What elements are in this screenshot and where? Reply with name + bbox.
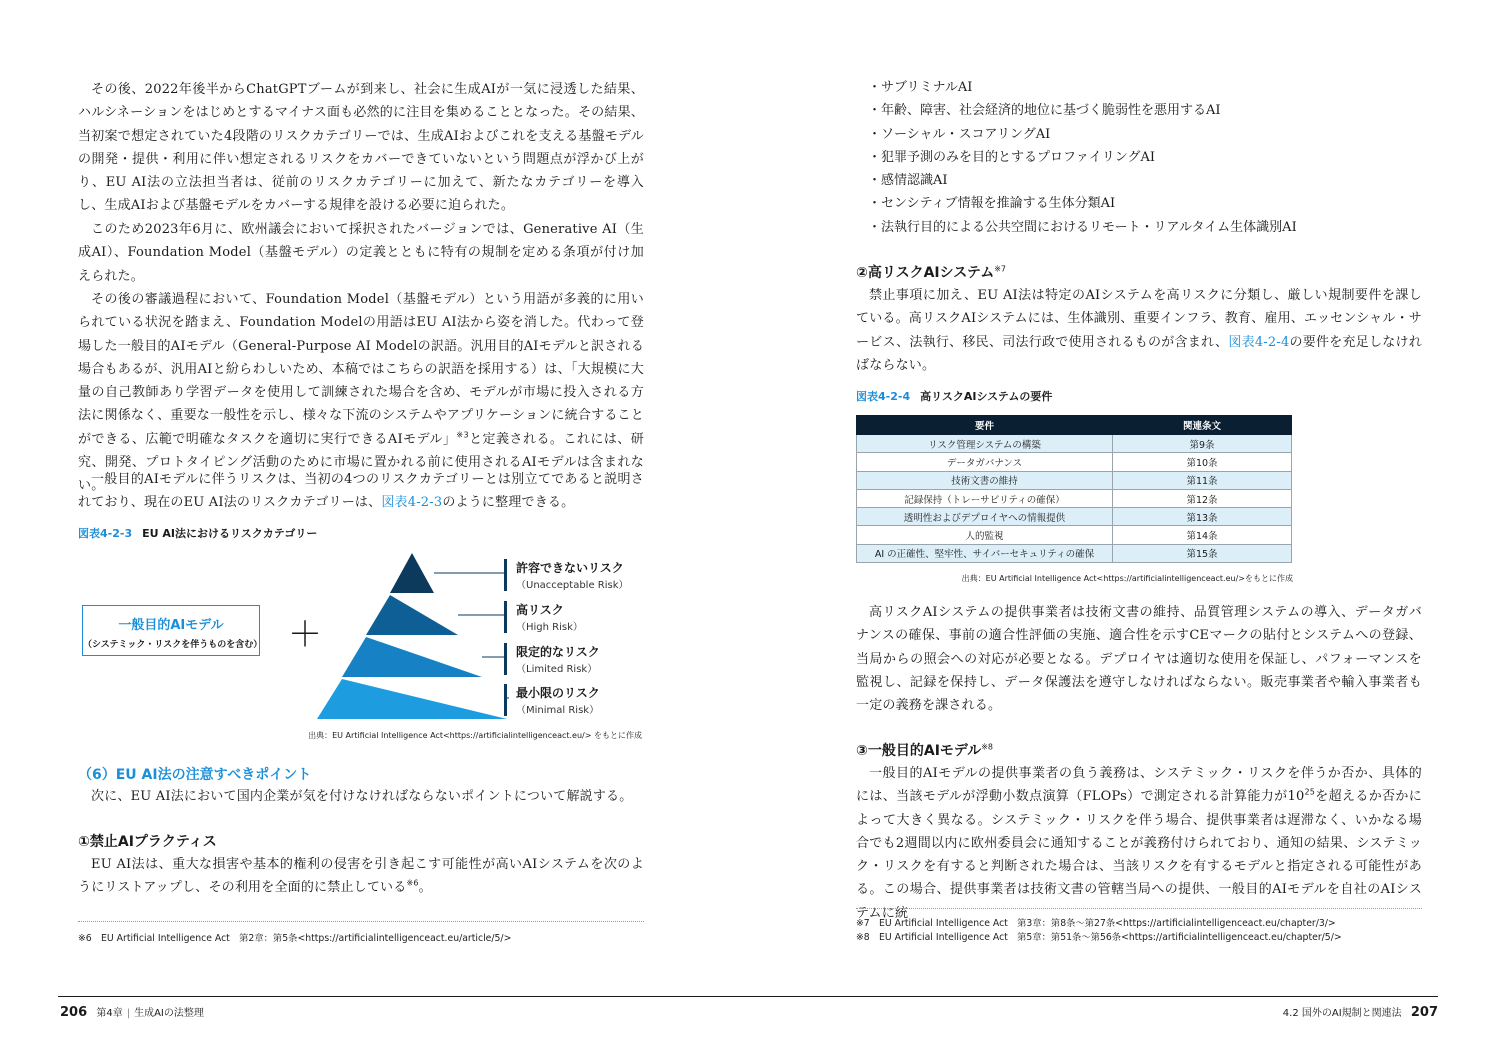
- risk-label-jp: 許容できないリスク: [516, 561, 624, 575]
- flops-exponent: 25: [1304, 787, 1316, 797]
- article-cell: 第14条: [1113, 526, 1292, 544]
- pyramid-tier-unacceptable: [390, 553, 434, 593]
- bracket-limited: [504, 643, 507, 675]
- prohibited-ai-text: EU AI法は、重大な損害や基本的権利の侵害を引き起こす可能性が高いAIシステムを次のようにリストアップし、その利用を全面的に禁止している: [78, 857, 644, 896]
- pyramid-tier-limited: [342, 637, 482, 677]
- list-item: ・感情認識AI: [868, 173, 948, 189]
- prohibited-ai-list: [868, 76, 1297, 239]
- article-cell: 第13条: [1113, 508, 1292, 526]
- bracket-high: [504, 601, 507, 633]
- prohibited-ai-heading: ①禁止AIプラクティス: [78, 834, 217, 850]
- page-number-207: 207: [1410, 1005, 1438, 1020]
- article-cell: 第10条: [1113, 453, 1292, 471]
- risk-category-text: 一般目的AIモデルに伴うリスクは、当初の4つのリスクカテゴリーとは別立てであると説明されており、現在のEU AI法のリスクカテゴリーは、: [78, 472, 644, 511]
- intro-paragraph-2: このため2023年6月に、欧州議会において採択されたバージョンでは、Generative AI（生成AI）、Foundation Model（基盤モデル）の定義とともに特有の規制を定める条項が付け加えられた。: [78, 222, 644, 284]
- risk-label-limited: [516, 643, 600, 675]
- footnote-6: ※6 EU Artificial Intelligence Act 第2章：第5条<https://artificialintelligenceact.eu/article/5/>: [78, 933, 512, 944]
- pyramid-connectors: [434, 573, 509, 698]
- footnote-divider: [78, 921, 644, 922]
- risk-label-en: （High Risk）: [516, 622, 583, 633]
- risk-label-en: （Minimal Risk）: [516, 705, 600, 716]
- table-row: [857, 508, 1292, 526]
- list-item: ・サブリミナルAI: [868, 80, 973, 95]
- requirement-cell: 人的監視: [857, 526, 1113, 544]
- figure-4-2-4-source: 出典：EU Artificial Intelligence Act<https://artificialintelligenceact.eu/>をもとに作成: [961, 574, 1293, 583]
- intro-paragraph-1: その後、2022年後半からChatGPTブームが到来し、社会に生成AIが一気に浸透した結果、ハルシネーションをはじめとするマイナス面も必然的に注目を集めることとなった。その結果、当初案で想定されていた4段階のリスクカテゴリーでは、生成AIおよびこれを支える基盤モデルの開発・提供・利用に伴い想定されるリスクをカバーできていないという問題点が浮かび上がり、EU AI法の立法担当者は、従前のリスクカテゴリーに加えて、新たなカテゴリーを導入し、生成AIおよび基盤モデルをカバーする規律を設ける必要に迫られた。: [78, 82, 644, 214]
- chapter-label: 第4章: [96, 1008, 123, 1019]
- general-purpose-title: ③一般目的AIモデル: [856, 743, 982, 759]
- risk-category-text-end: のように整理できる。: [442, 495, 575, 511]
- list-item: ・ソーシャル・スコアリングAI: [868, 126, 1051, 142]
- table-row: [857, 435, 1292, 453]
- article-cell: 第9条: [1113, 435, 1292, 453]
- figure-title: EU AI法におけるリスクカテゴリー: [142, 527, 318, 540]
- right-folio: [1283, 1004, 1438, 1020]
- requirements-table: [856, 415, 1292, 563]
- pyramid-tier-minimal: [317, 679, 507, 719]
- requirement-cell: 記録保持（トレーサビリティの確保）: [857, 489, 1113, 507]
- bracket-minimal: [504, 684, 507, 716]
- table-number: 図表4-2-4: [856, 390, 911, 403]
- plus-sign: ＋: [288, 615, 322, 655]
- footnote-ref-6[interactable]: ※6: [406, 878, 419, 888]
- footnote-divider: [856, 908, 1422, 909]
- section-6-intro: 次に、EU AI法において国内企業が気を付けなければならないポイントについて解説する。: [91, 789, 633, 804]
- definition-paragraph: [78, 288, 644, 498]
- risk-label-high: [516, 601, 583, 633]
- list-item: ・センシティブ情報を推論する生体分類AI: [868, 196, 1116, 212]
- article-cell: 第12条: [1113, 489, 1292, 507]
- general-purpose-text-end: を超えるか否かによって大きく異なる。システミック・リスクを伴う場合、提供事業者は遅滞なく、いかなる場合でも2週間以内に欧州委員会に通知することが義務付けられており、通知の結果、システミック・リスクを有すると判断された場合は、当該リスクを有するモデルと指定される可能性がある。この場合、提供事業者は技術文書の管轄当局への提供、一般目的AIモデルを自社のAIシステムに統: [856, 789, 1422, 921]
- high-risk-obligations-paragraph: 高リスクAIシステムの提供事業者は技術文書の維持、品質管理システムの導入、データガバナンスの確保、事前の適合性評価の実施、適合性を示すCEマークの貼付とシステムへの登録、当局からの照会への対応が必要となる。デプロイヤは適切な使用を保証し、パフォーマンスを監視し、記録を保持し、データ保護法を遵守しなければならない。販売事業者や輸入事業者も一定の義務を課される。: [856, 605, 1422, 714]
- general-purpose-model-box: [82, 605, 263, 656]
- footnote-8: ※8 EU Artificial Intelligence Act 第5章：第51条〜第56条<https://artificialintelligenceact.eu/chapter/5/>: [856, 932, 1342, 943]
- figure-4-2-3-source: 出典：EU Artificial Intelligence Act<https://artificialintelligenceact.eu/> をもとに作成: [308, 731, 642, 740]
- table-header-row: [857, 416, 1292, 435]
- list-item: ・年齢、障害、社会経済的地位に基づく脆弱性を悪用するAI: [868, 103, 1221, 119]
- definition-text: その後の審議過程において、Foundation Model（基盤モデル）という用語が多義的に用いられている状況を踏まえ、Foundation Modelの用語はEU AI法から姿を消した。代わって登場した一般目的AIモデル（General-Purpose AI Modelの訳語。汎用目的AIモデルと訳される場合もあるが、汎用AIと紛らわしいため、本稿ではこちらの訳語を採用する）は、「大規模に大量の自己教師あり学習データを使用して訓練された場合を含め、モデルが市場に投入される方法に関係なく、重要な一般性を示し、様々な下流のシステムやアプリケーションに統合することができる、広範で明確なタスクを適切に実行できるAIモデル」: [78, 292, 644, 447]
- model-box-title: 一般目的AIモデル: [118, 618, 224, 633]
- figure-number: 図表4-2-3: [78, 527, 133, 540]
- general-purpose-text: 一般目的AIモデルの提供事業者の負う義務は、システミック・リスクを伴うか否か、具体的には、当該モデルが浮動小数点演算（FLOPs）で測定される計算能力が10: [856, 766, 1422, 805]
- risk-pyramid-figure: [60, 545, 660, 725]
- chapter-title: 生成AIの法整理: [134, 1008, 204, 1019]
- high-risk-text: 禁止事項に加え、EU AI法は特定のAIシステムを高リスクに分類し、厳しい規制要件を課している。高リスクAIシステムには、生体識別、重要インフラ、教育、雇用、エッセンシャル・サービス、法執行、移民、司法行政で使用されるものが含まれ、: [856, 288, 1422, 350]
- figure-4-2-3-caption: [78, 525, 317, 541]
- risk-label-jp: 限定的なリスク: [516, 645, 600, 659]
- table-row: [857, 471, 1292, 489]
- high-risk-title: ②高リスクAIシステム: [856, 265, 995, 281]
- risk-label-en: （Limited Risk）: [516, 664, 598, 675]
- risk-label-jp: 高リスク: [516, 603, 564, 617]
- table-row: [857, 489, 1292, 507]
- page-number-206: 206: [60, 1005, 88, 1020]
- requirement-cell: AI の正確性、堅牢性、サイバーセキュリティの確保: [857, 544, 1113, 562]
- pyramid-graphic: [310, 545, 510, 721]
- folio-separator: |: [126, 1008, 131, 1019]
- left-folio: [60, 1004, 204, 1020]
- risk-label-minimal: [516, 684, 600, 716]
- footnote-ref-7[interactable]: ※7: [994, 264, 1007, 274]
- requirement-cell: データガバナンス: [857, 453, 1113, 471]
- article-cell: 第11条: [1113, 471, 1292, 489]
- figure-4-2-4-caption: [856, 388, 1052, 404]
- high-risk-heading: [856, 262, 1006, 282]
- right-page: [750, 0, 1500, 1061]
- table-title: 高リスクAIシステムの要件: [920, 390, 1053, 403]
- table-row: [857, 544, 1292, 562]
- requirement-cell: 透明性およびデプロイヤへの情報提供: [857, 508, 1113, 526]
- high-risk-paragraph: [856, 284, 1422, 377]
- section-6-title: （6）EU AI法の注意すべきポイント: [78, 767, 312, 783]
- pyramid-tier-high: [366, 595, 458, 635]
- prohibited-ai-paragraph: [78, 853, 644, 900]
- figure-4-2-4-link[interactable]: 図表4-2-4: [1228, 334, 1290, 350]
- footnote-ref-8[interactable]: ※8: [981, 742, 993, 752]
- risk-label-en: （Unacceptable Risk）: [516, 580, 629, 591]
- column-header-requirement: 要件: [857, 416, 1113, 435]
- column-header-article: 関連条文: [1113, 416, 1292, 435]
- risk-category-paragraph: [78, 468, 644, 515]
- risk-label-unacceptable: [516, 559, 629, 591]
- footnote-7: ※7 EU Artificial Intelligence Act 第3章：第8条〜第27条<https://artificialintelligenceact.eu/chapter/3/>: [856, 918, 1336, 929]
- requirement-cell: 技術文書の維持: [857, 471, 1113, 489]
- high-risk-text-end: の要件を充足しなければならない。: [856, 334, 1422, 373]
- definition-text-end: と定義される。これには、研究、開発、プロトタイピング活動のために市場に置かれる前に使用されるAIモデルは含まれない。: [78, 431, 644, 494]
- list-item: ・犯罪予測のみを目的とするプロファイリングAI: [868, 149, 1156, 165]
- article-cell: 第15条: [1113, 544, 1292, 562]
- bracket-unacceptable: [504, 559, 507, 591]
- general-purpose-paragraph: [856, 762, 1422, 925]
- list-item: ・法執行目的による公共空間におけるリモート・リアルタイム生体識別AI: [868, 219, 1297, 235]
- risk-label-jp: 最小限のリスク: [516, 686, 600, 700]
- requirement-cell: リスク管理システムの構築: [857, 435, 1113, 453]
- figure-4-2-3-link[interactable]: 図表4-2-3: [381, 495, 443, 511]
- general-purpose-heading: [856, 740, 993, 760]
- model-box-subtitle: （システミック・リスクを伴うものを含む）: [83, 640, 263, 650]
- prohibited-ai-text-end: 。: [418, 880, 432, 896]
- table-row: [857, 526, 1292, 544]
- table-row: [857, 453, 1292, 471]
- page-bottom-rule: [58, 996, 1438, 997]
- footnote-ref-3[interactable]: ※3: [456, 430, 469, 440]
- section-6-heading: [78, 764, 311, 784]
- section-title: 4.2 国外のAI規制と関連法: [1282, 1008, 1402, 1019]
